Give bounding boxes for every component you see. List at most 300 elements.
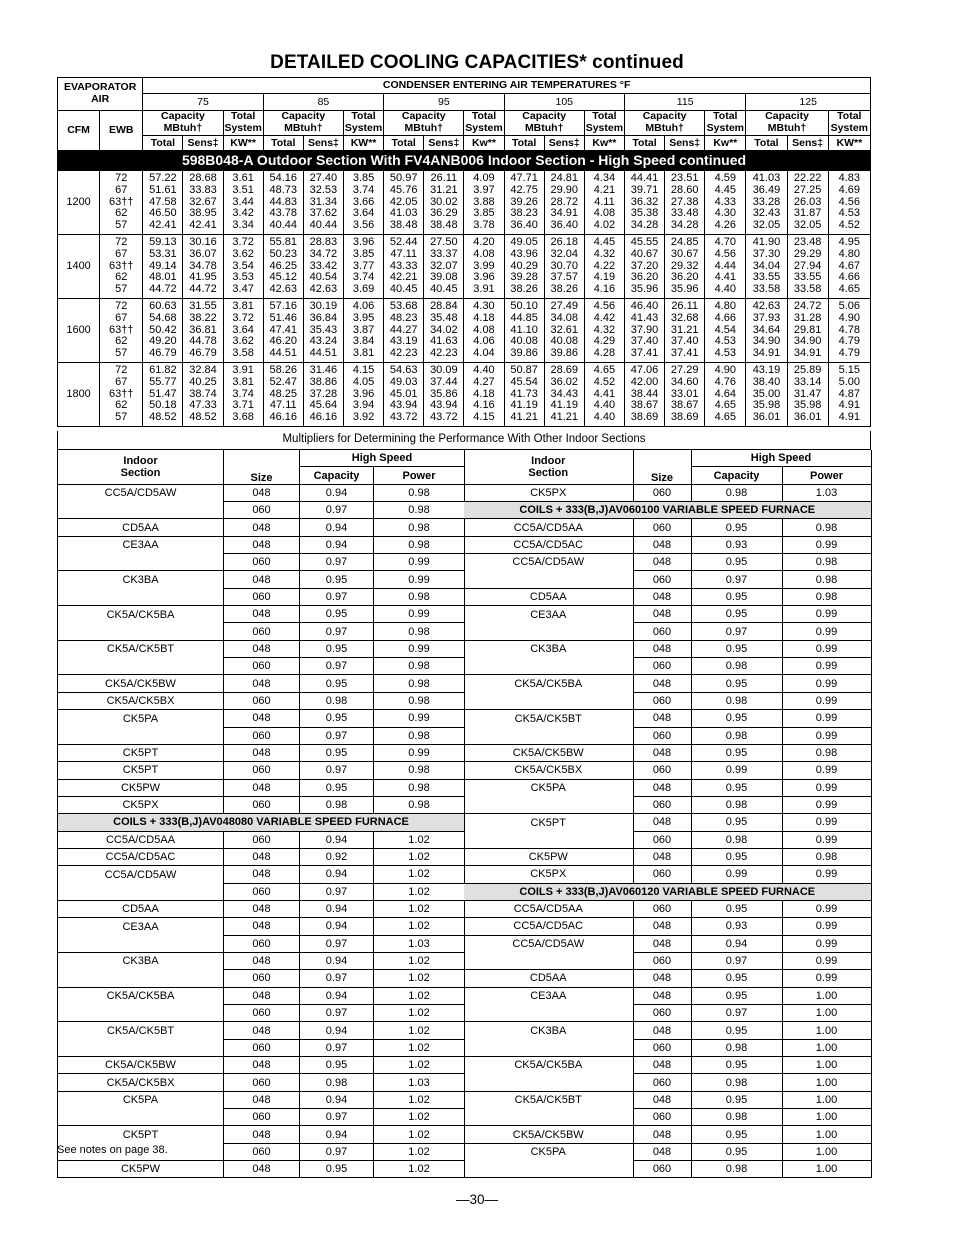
size-cell: 048	[633, 640, 691, 657]
table-row	[58, 744, 465, 761]
table-row	[464, 1091, 871, 1108]
size-cell: 060	[224, 762, 300, 779]
kw-value: 4.40	[473, 364, 495, 376]
kw-value: 3.96	[352, 387, 375, 400]
sens-value: 44.72	[189, 283, 217, 296]
power-cell: 1.02	[374, 1091, 465, 1108]
kw-value: 3.91	[232, 364, 254, 376]
sens-value: 24.81	[550, 172, 579, 184]
capacity-cell: 0.94	[300, 831, 374, 848]
indoor-section-cell: CK5PW	[464, 848, 633, 865]
kw-value: 3.62	[232, 247, 254, 260]
total-system-label: System	[830, 122, 869, 135]
total-system-label: Total	[230, 110, 256, 123]
sens-value: 28.72	[550, 195, 579, 208]
size-cell: 060	[224, 1039, 300, 1056]
ewb-value: 72	[115, 300, 128, 312]
cfm-header: CFM	[58, 111, 100, 151]
indoor-section-cell	[58, 883, 224, 900]
sens-value: 30.67	[670, 247, 699, 260]
table-row	[58, 1091, 465, 1108]
capacity-cell: 0.92	[300, 848, 374, 865]
total-cell	[263, 171, 303, 235]
page-number: —30—	[455, 1192, 499, 1207]
total-value: 38.67	[630, 399, 659, 412]
kw-value: 4.04	[473, 347, 495, 360]
indoor-section-cell: CK5A/CK5BW	[58, 1057, 224, 1074]
table-row	[58, 658, 465, 675]
sens-value: 32.67	[189, 195, 217, 208]
indoor-section-cell	[464, 623, 633, 640]
sens-value: 33.01	[670, 387, 699, 400]
table-row	[58, 692, 465, 709]
total-value: 49.14	[149, 259, 177, 272]
sens-value: 39.86	[550, 347, 579, 360]
size-cell: 060	[633, 866, 691, 883]
capacity-cell: 0.94	[300, 1022, 374, 1039]
kw-cell	[464, 363, 504, 427]
indoor-section-cell	[464, 1039, 633, 1056]
indoor-section-cell: CE3AA	[58, 918, 224, 935]
kw-value: 4.53	[714, 347, 737, 360]
indoor-section-cell: CK5PX	[464, 484, 633, 501]
table-row	[58, 502, 465, 519]
table-row	[58, 935, 465, 952]
ewb-value: 57	[115, 411, 128, 424]
size-cell: 048	[224, 519, 300, 536]
sens-value: 36.40	[550, 219, 579, 232]
table-row	[464, 883, 871, 900]
section-banner: 598B048-A Outdoor Section With FV4ANB006 Indoor Section - High Speed continued	[58, 151, 871, 171]
table-row	[464, 536, 871, 553]
kw-cell	[223, 171, 263, 235]
table-row	[464, 848, 871, 865]
power-cell: 0.99	[374, 640, 465, 657]
total-value: 51.47	[149, 387, 177, 400]
page-title: DETAILED COOLING CAPACITIES* continued	[270, 52, 684, 73]
sens-value: 26.03	[793, 195, 822, 208]
indoor-section-cell	[464, 571, 633, 588]
indoor-section-cell: CK5PA	[464, 1143, 633, 1160]
power-cell: 1.02	[374, 918, 465, 935]
kw-value: 3.85	[352, 172, 375, 184]
capacity-cell: 0.95	[691, 519, 782, 536]
kw-value: 4.52	[838, 219, 861, 232]
power-cell: 0.99	[782, 762, 871, 779]
table-row	[464, 918, 871, 935]
sens-value: 29.90	[550, 183, 579, 196]
total-value: 37.30	[752, 247, 781, 260]
capacity-cell: 0.95	[300, 640, 374, 657]
power-cell: 1.02	[374, 883, 465, 900]
power-cell: 0.99	[782, 727, 871, 744]
table-row	[58, 536, 465, 553]
kw-value: 4.66	[838, 271, 861, 284]
kw-value: 3.56	[352, 219, 375, 232]
total-system-label: System	[706, 122, 744, 135]
kw-value: 4.70	[714, 236, 737, 248]
power-cell: 1.02	[374, 1057, 465, 1074]
total-value: 42.75	[510, 183, 538, 196]
indoor-section-cell: CK5PT	[464, 814, 633, 831]
ewb-cell	[100, 235, 143, 299]
total-value: 42.00	[630, 375, 659, 388]
capacity-cell: 0.98	[691, 796, 782, 813]
size-cell: 060	[224, 727, 300, 744]
kw-value: 4.52	[593, 375, 616, 388]
capacity-header	[384, 111, 464, 136]
total-value: 38.48	[389, 219, 418, 232]
ewb-value: 57	[115, 219, 128, 232]
kw-value: 4.26	[714, 219, 737, 232]
kw-value: 3.34	[232, 219, 254, 232]
total-value: 40.08	[510, 335, 538, 348]
total-value: 50.23	[269, 247, 298, 260]
ewb-cell	[100, 299, 143, 363]
sens-value: 26.11	[430, 172, 458, 184]
sens-cell	[665, 363, 705, 427]
total-value: 43.94	[389, 399, 418, 412]
total-value: 48.01	[149, 271, 177, 284]
indoor-section-cell	[58, 727, 224, 744]
kw-value: 3.71	[232, 399, 254, 412]
sens-header: Sens‡	[424, 136, 464, 151]
table-row	[464, 623, 871, 640]
indoor-section-cell: CC5A/CD5AA	[58, 831, 224, 848]
table-row	[464, 1161, 871, 1178]
kw-cell	[343, 171, 383, 235]
ewb-value: 57	[115, 347, 128, 360]
total-value: 38.40	[752, 375, 781, 388]
sens-value: 40.44	[309, 219, 338, 232]
capacity-cell: 0.97	[300, 658, 374, 675]
capacity-cell: 0.98	[300, 1074, 374, 1091]
indoor-section-cell: CC5A/CD5AC	[58, 848, 224, 865]
total-value: 45.01	[389, 387, 418, 400]
total-value: 49.05	[510, 236, 538, 248]
kw-value: 3.61	[232, 172, 254, 184]
size-cell: 048	[224, 571, 300, 588]
kw-cell	[828, 299, 870, 363]
ewb-value: 57	[115, 283, 128, 296]
power-cell: 0.99	[782, 952, 871, 969]
table-row	[464, 866, 871, 883]
table-row	[58, 848, 465, 865]
total-value: 36.20	[630, 271, 659, 284]
size-cell: 060	[633, 762, 691, 779]
kw-value: 3.95	[352, 311, 375, 324]
capacity-cell: 0.95	[691, 640, 782, 657]
total-system-header	[464, 111, 504, 136]
sens-value: 34.08	[550, 311, 579, 324]
table-row	[58, 1126, 465, 1143]
ewb-value: 67	[115, 247, 128, 260]
table-row	[58, 554, 465, 571]
total-cell	[384, 235, 424, 299]
indoor-section-cell: CC5A/CD5AW	[464, 554, 633, 571]
table-row	[58, 762, 465, 779]
total-cell	[143, 171, 183, 235]
table-row	[58, 866, 465, 883]
size-header: Size	[633, 450, 691, 484]
power-cell: 1.00	[782, 1057, 871, 1074]
total-value: 40.45	[389, 283, 418, 296]
indoor-section-cell	[464, 727, 633, 744]
table-row	[58, 883, 465, 900]
kw-cell	[464, 299, 504, 363]
power-cell: 0.99	[782, 692, 871, 709]
kw-header: Kw**	[464, 136, 504, 151]
total-value: 34.91	[752, 347, 781, 360]
total-value: 50.42	[149, 323, 177, 336]
total-system-header	[828, 111, 870, 136]
power-cell: 0.99	[782, 796, 871, 813]
indoor-section-cell: CK3BA	[464, 1022, 633, 1039]
sens-value: 45.64	[309, 399, 338, 412]
size-cell: 060	[224, 883, 300, 900]
total-cell	[624, 235, 664, 299]
table-row	[464, 606, 871, 623]
sens-value: 37.40	[670, 335, 699, 348]
kw-cell	[705, 299, 746, 363]
indoor-section-cell: CK5A/CK5BW	[464, 744, 633, 761]
size-cell: 048	[224, 1022, 300, 1039]
cfm-cell: 1800	[58, 363, 100, 427]
capacity-cell: 0.93	[691, 536, 782, 553]
total-system-header	[223, 111, 263, 136]
size-cell: 048	[224, 744, 300, 761]
total-value: 47.71	[510, 172, 538, 184]
kw-value: 4.79	[838, 335, 861, 348]
total-value: 44.27	[389, 323, 418, 336]
table-row	[58, 987, 465, 1004]
indoor-section-cell: CK5A/CK5BW	[464, 1126, 633, 1143]
power-cell: 0.99	[374, 606, 465, 623]
capacity-cell: 0.95	[300, 571, 374, 588]
total-value: 42.41	[149, 219, 177, 232]
capacity-cell: 0.97	[300, 1005, 374, 1022]
total-value: 38.44	[630, 387, 659, 400]
size-cell: 048	[633, 1057, 691, 1074]
capacity-header	[746, 111, 828, 136]
kw-value: 4.08	[593, 207, 616, 220]
size-cell: 060	[633, 692, 691, 709]
kw-value: 4.19	[593, 271, 616, 284]
indoor-section-cell: CK5A/CK5BA	[464, 675, 633, 692]
table-row	[58, 1074, 465, 1091]
sens-value: 36.07	[189, 247, 217, 260]
sens-value: 30.02	[430, 195, 458, 208]
capacity-cell: 0.94	[300, 952, 374, 969]
total-value: 50.18	[149, 399, 177, 412]
sens-value: 36.81	[189, 323, 217, 336]
sens-value: 25.89	[793, 364, 822, 376]
capacity-cell: 0.97	[300, 935, 374, 952]
sens-value: 28.60	[670, 183, 699, 196]
power-cell: 1.00	[782, 1074, 871, 1091]
size-cell: 048	[633, 918, 691, 935]
total-cell	[384, 363, 424, 427]
kw-value: 3.85	[473, 207, 495, 220]
sens-value: 38.22	[189, 311, 217, 324]
total-system-label: Total	[471, 110, 497, 123]
size-cell: 060	[633, 952, 691, 969]
capacity-cell: 0.98	[300, 692, 374, 709]
kw-value: 4.20	[473, 236, 495, 248]
size-cell: 060	[224, 796, 300, 813]
size-cell: 048	[633, 848, 691, 865]
total-value: 37.40	[630, 335, 659, 348]
table-row	[58, 952, 465, 969]
total-value: 46.79	[149, 347, 177, 360]
table-row	[58, 1057, 465, 1074]
table-row	[58, 571, 465, 588]
capacity-cell: 0.94	[300, 536, 374, 553]
power-cell: 0.98	[374, 796, 465, 813]
capacity-label: MBtuh†	[404, 122, 444, 134]
sens-value: 31.87	[793, 207, 822, 220]
kw-value: 4.18	[473, 387, 495, 400]
kw-value: 4.65	[714, 399, 737, 412]
sens-value: 43.72	[430, 411, 458, 424]
power-cell: 1.00	[782, 1039, 871, 1056]
total-value: 43.19	[389, 335, 418, 348]
capacity-label: MBtuh†	[284, 122, 323, 134]
capacity-cell: 0.94	[300, 484, 374, 501]
ewb-cell	[100, 171, 143, 235]
indoor-section-cell: CK5A/CK5BX	[58, 692, 224, 709]
notes-reference: See notes on page 38.	[57, 1144, 168, 1156]
capacity-cell: 0.97	[300, 1109, 374, 1126]
power-cell: 0.99	[782, 658, 871, 675]
total-value: 46.20	[269, 335, 298, 348]
kw-value: 4.56	[838, 195, 861, 208]
total-value: 41.21	[510, 411, 538, 424]
kw-cell	[223, 363, 263, 427]
sens-cell	[424, 171, 464, 235]
size-cell: 048	[633, 814, 691, 831]
size-cell: 060	[224, 623, 300, 640]
size-cell: 048	[224, 536, 300, 553]
cooling-capacity-table	[57, 77, 871, 427]
total-value: 38.26	[510, 283, 538, 296]
size-cell: 060	[633, 796, 691, 813]
capacity-cell: 0.93	[691, 918, 782, 935]
size-cell: 060	[224, 502, 300, 519]
size-cell: 048	[633, 710, 691, 727]
capacity-cell: 0.97	[691, 1005, 782, 1022]
power-cell: 0.99	[782, 935, 871, 952]
sens-value: 38.48	[430, 219, 458, 232]
kw-value: 4.53	[838, 207, 861, 220]
kw-value: 3.44	[232, 195, 254, 208]
total-value: 41.43	[630, 311, 659, 324]
total-value: 41.90	[752, 236, 781, 248]
total-value: 32.43	[752, 207, 781, 220]
total-value: 34.90	[752, 335, 781, 348]
table-row	[58, 831, 465, 848]
total-value: 53.68	[389, 300, 418, 312]
indoor-section-cell	[464, 1161, 633, 1178]
table-row	[58, 727, 465, 744]
size-cell: 048	[224, 675, 300, 692]
table-row	[464, 970, 871, 987]
temp-header: 95	[384, 94, 504, 111]
table-row	[58, 918, 465, 935]
power-cell: 1.00	[782, 1022, 871, 1039]
kw-value: 4.28	[593, 347, 616, 360]
size-cell: 060	[224, 970, 300, 987]
kw-value: 4.65	[838, 283, 861, 296]
sens-value: 33.37	[430, 247, 458, 260]
sens-value: 38.69	[670, 411, 699, 424]
size-cell: 048	[633, 588, 691, 605]
temp-header: 85	[263, 94, 383, 111]
temp-header: 125	[746, 94, 871, 111]
capacity-header	[624, 111, 704, 136]
kw-value: 3.53	[232, 271, 254, 284]
total-value: 37.20	[630, 259, 659, 272]
power-cell: 1.02	[374, 848, 465, 865]
kw-value: 3.81	[232, 300, 254, 312]
kw-value: 5.00	[838, 375, 861, 388]
capacity-cell: 0.95	[691, 848, 782, 865]
kw-value: 3.78	[473, 219, 495, 232]
power-cell: 0.98	[374, 779, 465, 796]
size-cell: 048	[224, 606, 300, 623]
table-row	[464, 1057, 871, 1074]
sens-value: 27.49	[550, 300, 579, 312]
power-cell: 1.02	[374, 987, 465, 1004]
kw-cell	[584, 235, 624, 299]
capacity-cell: 0.98	[691, 831, 782, 848]
size-cell: 060	[224, 1005, 300, 1022]
size-cell: 048	[224, 900, 300, 917]
indoor-section-cell	[464, 692, 633, 709]
total-value: 39.28	[510, 271, 538, 284]
indoor-section-cell	[58, 623, 224, 640]
table-row	[464, 744, 871, 761]
sens-value: 27.50	[430, 236, 458, 248]
total-cell	[504, 235, 544, 299]
table-row	[58, 484, 465, 501]
sens-value: 27.94	[793, 259, 822, 272]
power-cell: 0.98	[782, 554, 871, 571]
total-system-label: Total	[351, 110, 376, 123]
size-cell: 060	[633, 1005, 691, 1022]
indoor-section-cell	[58, 970, 224, 987]
power-cell: 0.98	[374, 623, 465, 640]
sens-value: 34.43	[550, 387, 579, 400]
power-cell: 0.99	[782, 918, 871, 935]
total-value: 42.63	[269, 283, 298, 296]
table-row	[464, 727, 871, 744]
kw-value: 4.56	[714, 247, 737, 260]
table-row	[464, 796, 871, 813]
total-value: 43.78	[269, 207, 298, 220]
total-value: 37.41	[630, 347, 659, 360]
total-value: 36.01	[752, 411, 781, 424]
capacity-cell: 0.95	[691, 710, 782, 727]
sens-value: 23.48	[793, 236, 822, 248]
kw-value: 4.40	[593, 411, 616, 424]
indoor-section-cell: CE3AA	[464, 606, 633, 623]
sens-header: Sens‡	[544, 136, 584, 151]
size-cell: 060	[633, 727, 691, 744]
indoor-section-cell: CK5A/CK5BX	[58, 1074, 224, 1091]
indoor-section-cell	[58, 1109, 224, 1126]
total-cell	[143, 299, 183, 363]
